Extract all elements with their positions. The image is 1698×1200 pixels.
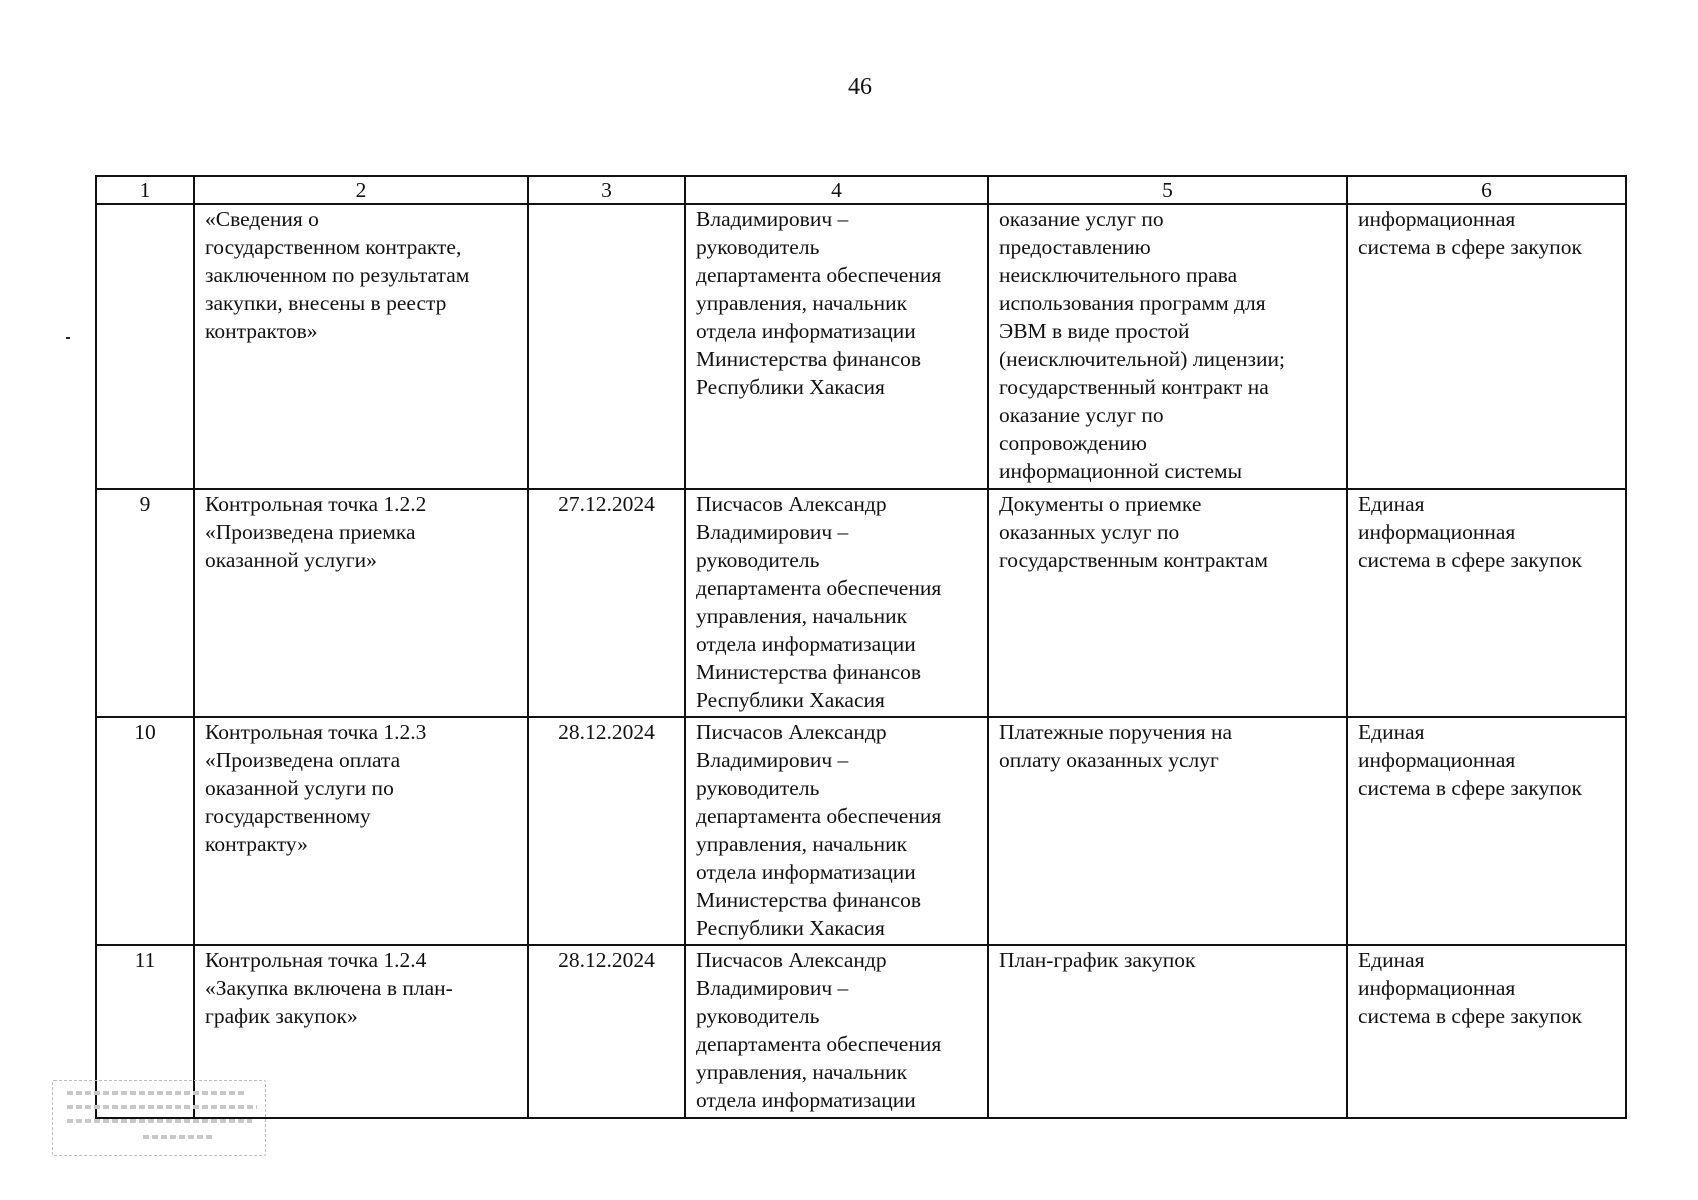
document-cell: Платежные поручения на оплату оказанных услуг (988, 717, 1347, 945)
date-cell: 27.12.2024 (528, 489, 685, 717)
system-cell: Единая информационная система в сфере закупок (1347, 717, 1626, 945)
table-row (96, 945, 1626, 1118)
system-cell: Единая информационная система в сфере закупок (1347, 489, 1626, 717)
stamp-line (67, 1091, 247, 1095)
document-cell: оказание услуг по предоставлению неисключительного права использования программ для ЭВМ в виде простой (неисключительной) лицензии; государственный контракт на оказание услуг по сопровождению информационной системы (988, 204, 1347, 489)
row-number-cell: 11 (96, 945, 194, 1118)
stamp-line (143, 1135, 213, 1139)
responsible-cell: Писчасов Александр Владимирович – руководитель департамента обеспечения управления, начальник отдела информатизации Министерства финансов Республики Хакасия (685, 489, 988, 717)
stamp-line (67, 1119, 252, 1123)
responsible-cell: Писчасов Александр Владимирович – руководитель департамента обеспечения управления, начальник отдела информатизации (685, 945, 988, 1118)
event-cell: Контрольная точка 1.2.3 «Произведена оплата оказанной услуги по государственному контракту» (194, 717, 528, 945)
table-header-row (96, 176, 1626, 204)
column-header: 6 (1347, 176, 1626, 204)
event-cell: Контрольная точка 1.2.4 «Закупка включена в план- график закупок» (194, 945, 528, 1118)
row-number-cell: 10 (96, 717, 194, 945)
row-number-cell (96, 204, 194, 489)
responsible-cell: Владимирович – руководитель департамента обеспечения управления, начальник отдела информатизации Министерства финансов Республики Хакасия (685, 204, 988, 489)
table-row (96, 204, 1626, 489)
margin-mark (66, 337, 70, 339)
table-row (96, 489, 1626, 717)
column-header: 4 (685, 176, 988, 204)
column-header: 3 (528, 176, 685, 204)
page-number: 46 (848, 74, 872, 100)
column-header: 2 (194, 176, 528, 204)
stamp-line (67, 1105, 257, 1109)
date-cell: 28.12.2024 (528, 717, 685, 945)
date-cell: 28.12.2024 (528, 945, 685, 1118)
date-cell (528, 204, 685, 489)
column-header: 1 (96, 176, 194, 204)
document-cell: Документы о приемке оказанных услуг по государственным контрактам (988, 489, 1347, 717)
document-cell: План-график закупок (988, 945, 1347, 1118)
event-cell: «Сведения о государственном контракте, заключенном по результатам закупки, внесены в реестр контрактов» (194, 204, 528, 489)
system-cell: Единая информационная система в сфере закупок (1347, 945, 1626, 1118)
plan-table (95, 175, 1627, 1119)
faded-stamp (52, 1080, 266, 1156)
column-header: 5 (988, 176, 1347, 204)
row-number-cell: 9 (96, 489, 194, 717)
table-row (96, 717, 1626, 945)
responsible-cell: Писчасов Александр Владимирович – руководитель департамента обеспечения управления, начальник отдела информатизации Министерства финансов Республики Хакасия (685, 717, 988, 945)
system-cell: информационная система в сфере закупок (1347, 204, 1626, 489)
event-cell: Контрольная точка 1.2.2 «Произведена приемка оказанной услуги» (194, 489, 528, 717)
